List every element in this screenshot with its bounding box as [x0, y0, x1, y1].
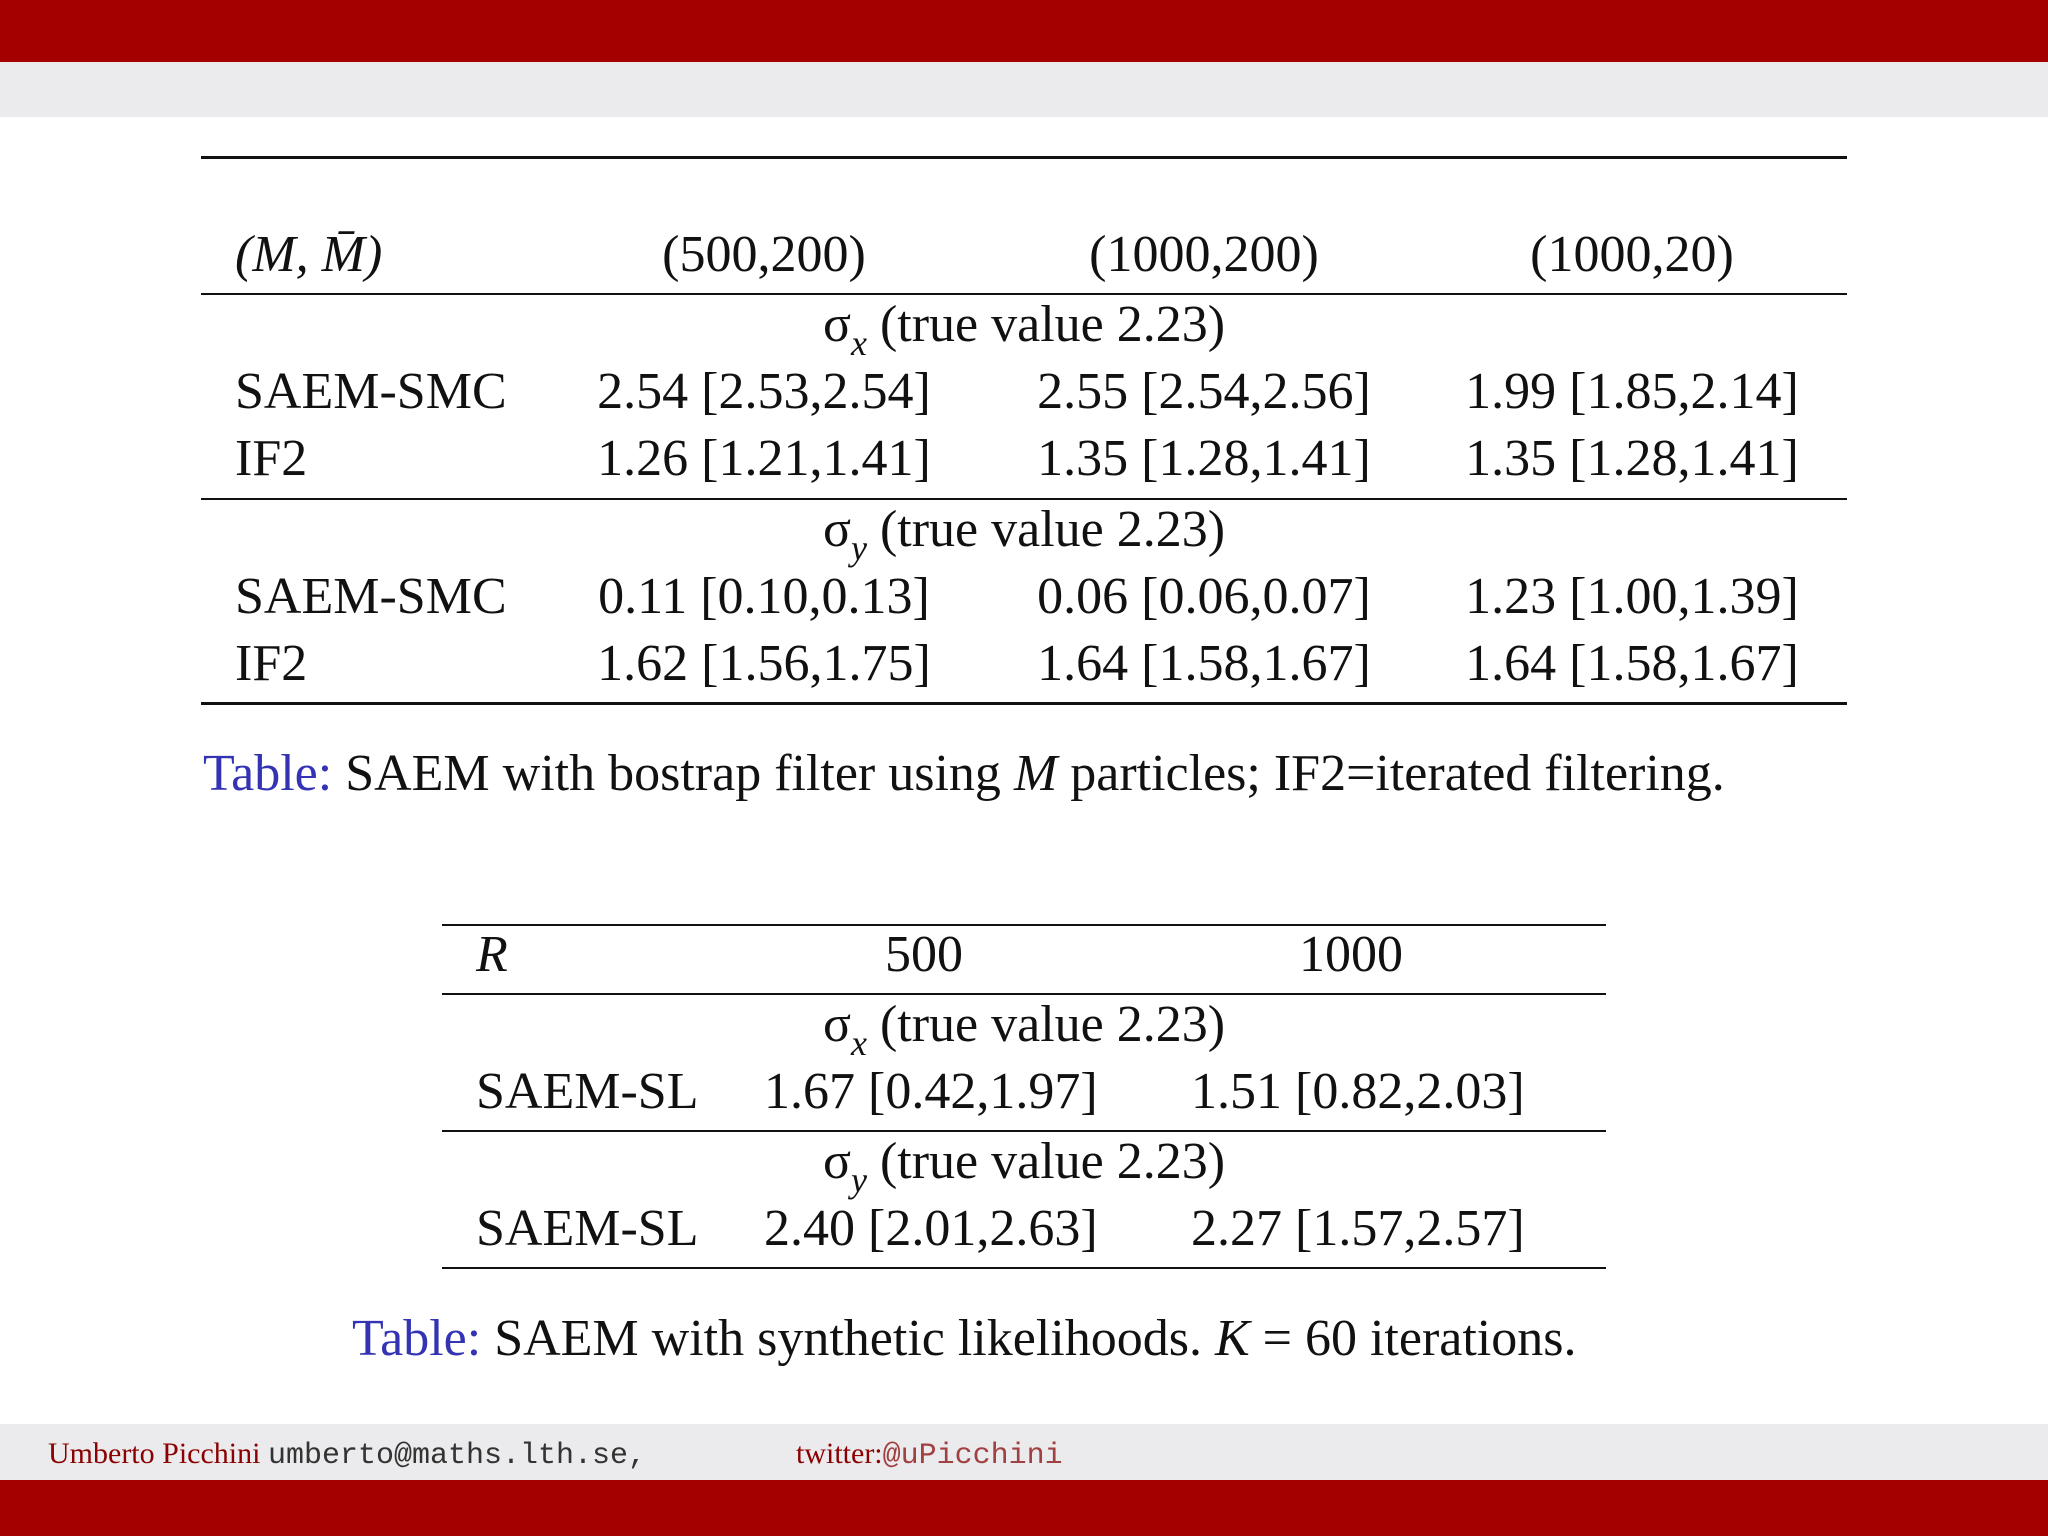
footer-author: [48, 1434, 646, 1474]
section-title: [442, 992, 1606, 1062]
caption-text: particles; IF2=iterated filtering.: [1057, 745, 1725, 802]
section-title: [201, 292, 1847, 362]
table-2-header-row: [442, 922, 1606, 988]
caption-var: K: [1214, 1310, 1250, 1367]
table-2-caption: [352, 1306, 1576, 1372]
header-bar: [0, 0, 2048, 62]
value-cell: 1.64 [1.58,1.67]: [1037, 635, 1371, 692]
table-1-header-row: [201, 222, 1847, 288]
caption-text: SAEM with synthetic likelihoods.: [481, 1310, 1215, 1367]
footer-twitter: [796, 1434, 1063, 1474]
table-1-header-label: (M, M̄): [235, 226, 383, 283]
caption-label: Table:: [203, 745, 333, 802]
author-email[interactable]: umberto@maths.lth.se,: [267, 1439, 647, 1473]
value-cell: 1.35 [1.28,1.41]: [1037, 430, 1371, 487]
value-cell: 1.99 [1.85,2.14]: [1465, 363, 1799, 420]
table-2-header-label: R: [476, 926, 508, 983]
section-title: [201, 497, 1847, 567]
method-name: SAEM-SMC: [235, 568, 507, 625]
caption-text: SAEM with bostrap filter using: [332, 745, 1014, 802]
author-name: Umberto Picchini: [48, 1437, 261, 1470]
value-cell: 1.51 [0.82,2.03]: [1191, 1063, 1525, 1120]
table-1-bottom-rule: [201, 702, 1847, 705]
table-2-section-x-title: [442, 992, 1606, 1063]
caption-label: Table:: [352, 1310, 482, 1367]
value-cell: 1.62 [1.56,1.75]: [597, 635, 931, 692]
value-cell: 2.27 [1.57,2.57]: [1191, 1200, 1525, 1257]
method-name: IF2: [235, 635, 308, 692]
table-row: [442, 1059, 1606, 1125]
method-name: IF2: [235, 430, 308, 487]
section-title-text: (true value 2.23): [879, 501, 1226, 558]
table-1-caption: [203, 741, 1725, 807]
sigma-symbol: σ: [822, 296, 851, 353]
sigma-subscript: y: [850, 1160, 867, 1200]
sigma-symbol: σ: [822, 996, 851, 1053]
table-2-section-y-title: [442, 1129, 1606, 1200]
value-cell: 1.67 [0.42,1.97]: [764, 1063, 1098, 1120]
twitter-label: twitter:: [796, 1437, 883, 1470]
value-cell: 2.54 [2.53,2.54]: [597, 363, 931, 420]
value-cell: 2.55 [2.54,2.56]: [1037, 363, 1371, 420]
twitter-handle[interactable]: @uPicchini: [882, 1439, 1063, 1473]
table-2-header-col-1: 500: [885, 926, 963, 983]
method-name: SAEM-SL: [476, 1200, 699, 1257]
table-row: [442, 1196, 1606, 1262]
table-row: [201, 426, 1847, 492]
table-2-header-col-2: 1000: [1299, 926, 1403, 983]
value-cell: 2.40 [2.01,2.63]: [764, 1200, 1098, 1257]
section-title: [442, 1129, 1606, 1199]
table-1-header-col-3: (1000,20): [1530, 226, 1734, 283]
method-name: SAEM-SL: [476, 1063, 699, 1120]
table-1-section-y-title: [201, 497, 1847, 568]
footer-bar: [0, 1480, 2048, 1536]
table-1-header-col-1: (500,200): [662, 226, 866, 283]
table-2-bottom-rule: [442, 1267, 1606, 1269]
value-cell: 1.35 [1.28,1.41]: [1465, 430, 1799, 487]
sigma-subscript: x: [850, 1023, 867, 1063]
value-cell: 0.06 [0.06,0.07]: [1037, 568, 1371, 625]
value-cell: 0.11 [0.10,0.13]: [598, 568, 930, 625]
sigma-subscript: y: [850, 528, 867, 568]
section-title-text: (true value 2.23): [879, 296, 1226, 353]
header-band: [0, 62, 2048, 117]
sigma-subscript: x: [850, 323, 867, 363]
method-name: SAEM-SMC: [235, 363, 507, 420]
value-cell: 1.26 [1.21,1.41]: [597, 430, 931, 487]
table-row: [201, 564, 1847, 630]
table-row: [201, 631, 1847, 697]
section-title-text: (true value 2.23): [879, 1133, 1226, 1190]
table-1-section-x-title: [201, 292, 1847, 363]
table-1-header-col-2: (1000,200): [1089, 226, 1319, 283]
sigma-symbol: σ: [822, 501, 851, 558]
value-cell: 1.64 [1.58,1.67]: [1465, 635, 1799, 692]
table-row: [201, 359, 1847, 425]
caption-var: M: [1013, 745, 1058, 802]
value-cell: 1.23 [1.00,1.39]: [1465, 568, 1799, 625]
caption-text: = 60 iterations.: [1249, 1310, 1577, 1367]
sigma-symbol: σ: [822, 1133, 851, 1190]
table-1-top-rule: [201, 156, 1847, 159]
section-title-text: (true value 2.23): [879, 996, 1226, 1053]
